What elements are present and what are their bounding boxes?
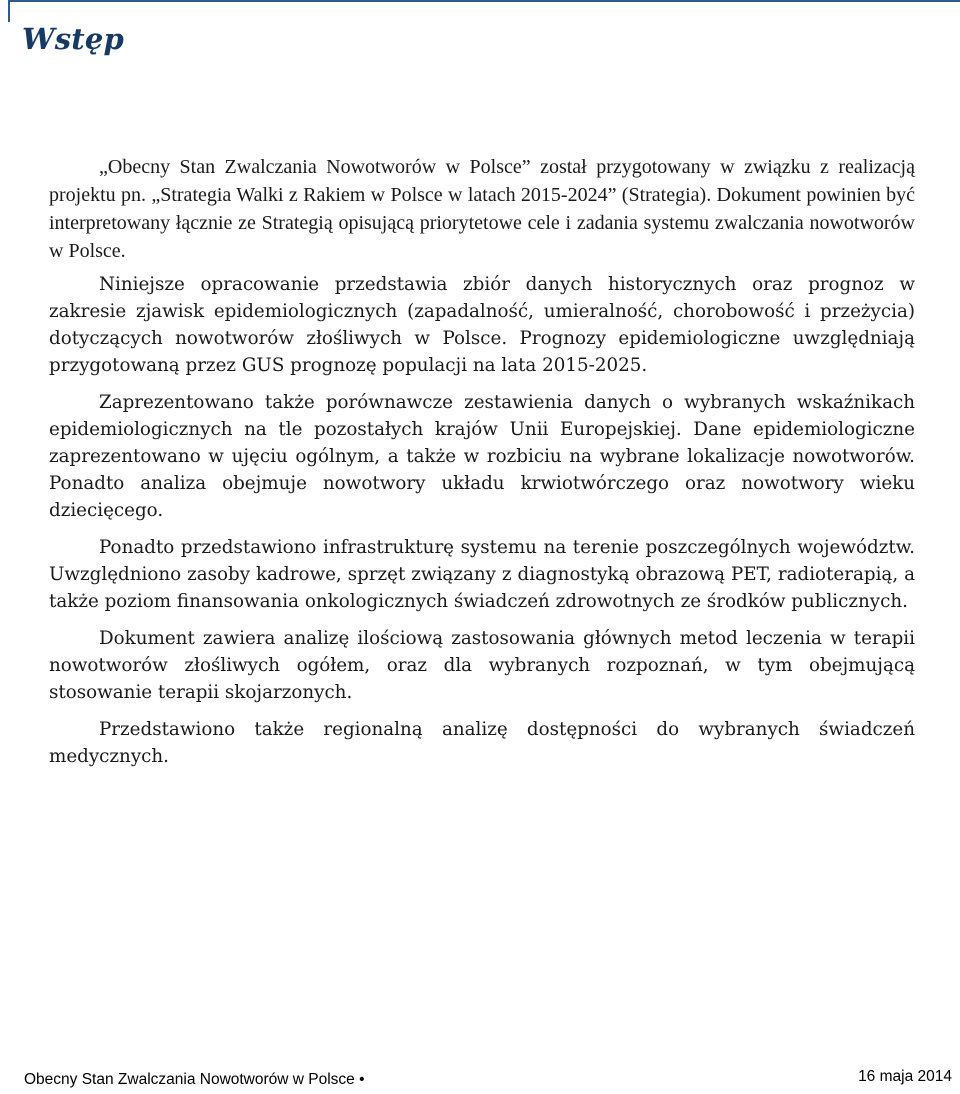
paragraph-treatment-analysis: Dokument zawiera analizę ilościową zastosowania głównych metod leczenia w terapii nowotworów złośliwych ogółem, oraz dla wybranych rozpoznań, w tym obejmującą stosowanie terapii skojarzonych. (49, 628, 915, 703)
paragraph-infrastructure: Ponadto przedstawiono infrastrukturę systemu na terenie poszczególnych województw. Uwzględniono zasoby kadrowe, sprzęt związany z diagnostyką obrazową PET, radioterapią, a także poziom finansowania onkologicznych świadczeń zdrowotnych ze środków publicznych. (49, 537, 915, 612)
page-frame-top-rule (8, 0, 960, 2)
page-frame-left-rule (8, 0, 10, 22)
paragraph-eu-comparison: Zaprezentowano także porównawcze zestawienia danych o wybranych wskaźnikach epidemiologicznych na tle pozostałych krajów Unii Europejskiej. Dane epidemiologiczne zaprezentowano w ujęciu ogólnym, a także w rozbiciu na wybrane lokalizacje nowotworów. Ponadto analiza obejmuje nowotwory układu krwiotwórczego oraz nowotwory wieku dziecięcego. (49, 392, 915, 521)
footer-date: 16 maja 2014 (858, 1068, 952, 1085)
paragraph-epidemiology: Niniejsze opracowanie przedstawia zbiór danych historycznych oraz prognoz w zakresie zjawisk epidemiologicznych (zapadalność, umieralność, chorobowość i przeżycia) dotyczących nowotworów złośliwych w Polsce. Prognozy epidemiologiczne uwzględniają przygotowaną przez GUS prognozę populacji na lata 2015-2025. (49, 274, 915, 376)
paragraph-regional-access: Przedstawiono także regionalną analizę dostępności do wybranych świadczeń medycznych. (49, 719, 915, 767)
paragraph-introduction: „Obecny Stan Zwalczania Nowotworów w Polsce” został przygotowany w związku z realizacją projektu pn. „Strategia Walki z Rakiem w Polsce w latach 2015-2024” (Strategia). Dokument powinien być interpretowany łącznie ze Strategią opisującą priorytetowe cele i zadania systemu zwalczania nowotworów w Polsce. (49, 156, 915, 262)
document-body (49, 153, 915, 780)
section-heading: Wstęp (22, 22, 125, 56)
footer-document-title: Obecny Stan Zwalczania Nowotworów w Polsce • (24, 1071, 365, 1088)
page-footer (24, 1068, 952, 1090)
